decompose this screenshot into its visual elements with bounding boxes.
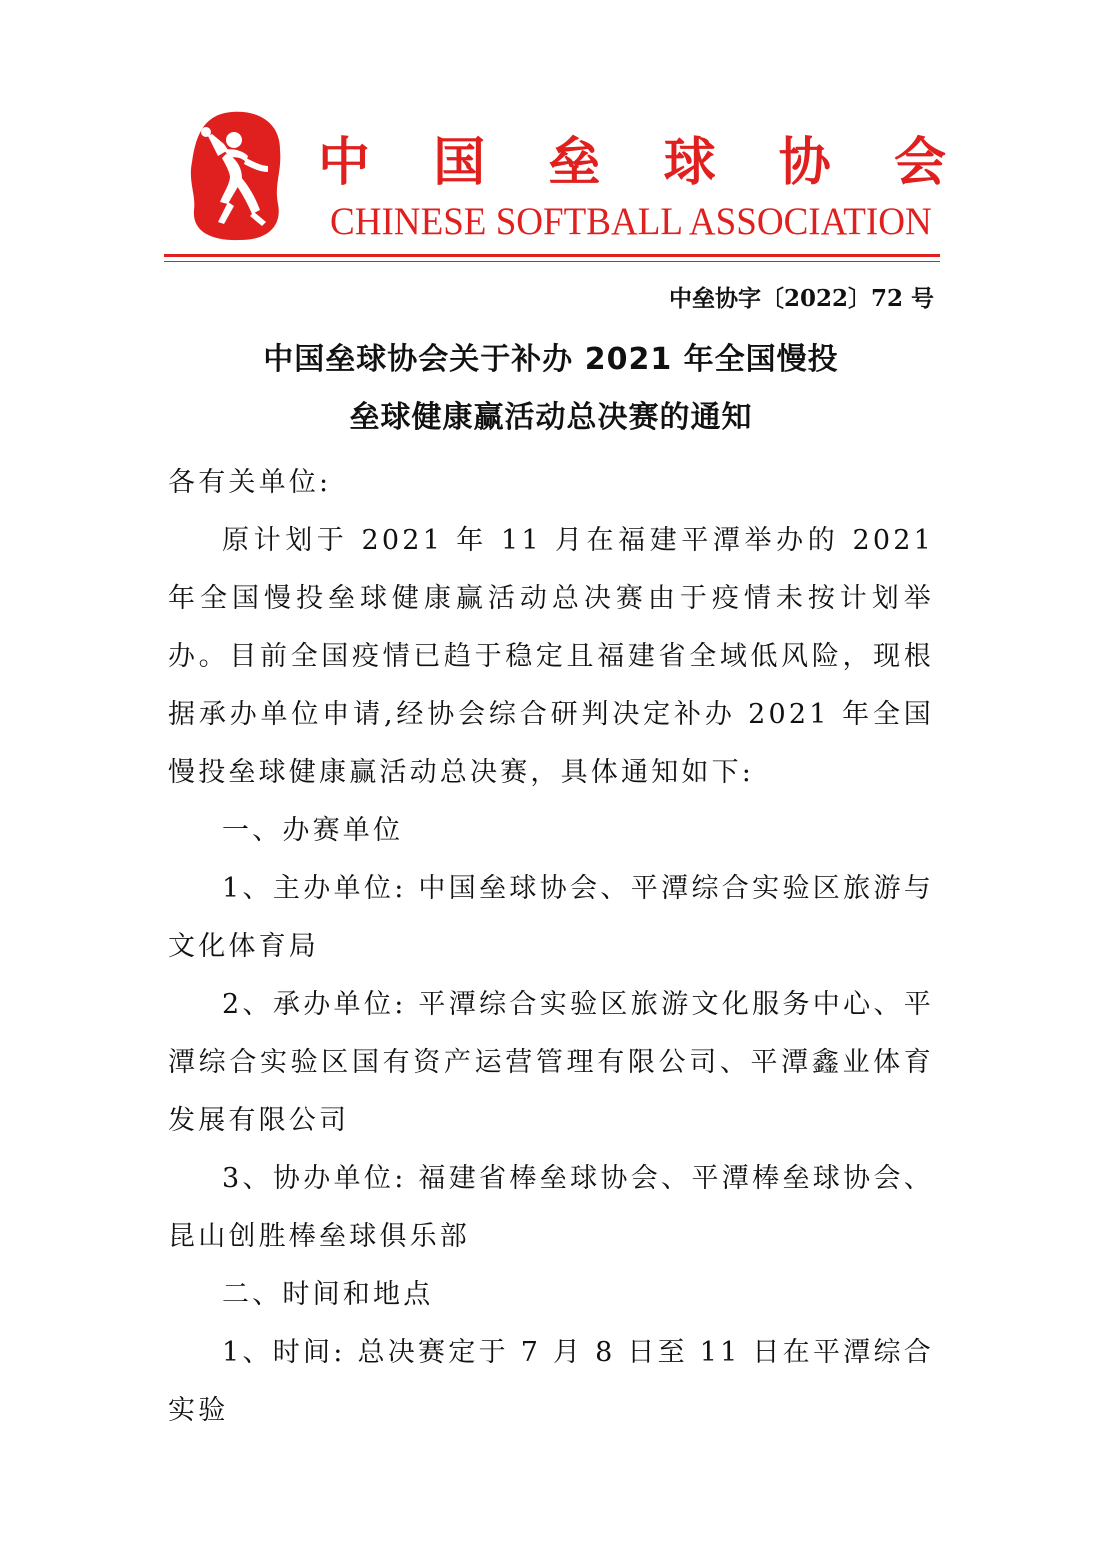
organizer-co-organizer: 3、协办单位: 福建省棒垒球协会、平潭棒垒球协会、昆山创胜棒垒球俱乐部 — [168, 1163, 934, 1252]
organization-name-english: CHINESE SOFTBALL ASSOCIATION — [330, 200, 932, 243]
section-heading-time-place: 二、时间和地点 — [222, 1279, 434, 1310]
salutation: 各有关单位: — [168, 467, 332, 498]
header-divider-thin — [164, 261, 940, 262]
section-heading-organizers: 一、办赛单位 — [222, 815, 404, 846]
document-body — [168, 454, 934, 1440]
document-title-line-1: 中国垒球协会关于补办 2021 年全国慢投 — [263, 342, 839, 377]
document-title-line-2: 垒球健康赢活动总决赛的通知 — [349, 400, 753, 435]
organizer-host: 1、主办单位: 中国垒球协会、平潭综合实验区旅游与文化体育局 — [168, 873, 934, 962]
document-number: 中垒协字〔2022〕72 号 — [668, 285, 934, 312]
intro-paragraph: 原计划于 2021 年 11 月在福建平潭举办的 2021 年全国慢投垒球健康赢活动总决赛由于疫情未按计划举办。目前全国疫情已趋于稳定且福建省全域低风险，现根据承办单位申请,经协会综合研判决定补办 2021 年全国慢投垒球健康赢活动总决赛，具体通知如下: — [168, 525, 934, 788]
org-name-char: 会 — [893, 133, 946, 193]
org-name-char: 球 — [663, 133, 716, 193]
softball-pitcher-icon — [188, 110, 282, 242]
org-name-char: 国 — [433, 133, 486, 193]
org-name-char: 垒 — [548, 133, 601, 193]
organizer-undertaker: 2、承办单位: 平潭综合实验区旅游文化服务中心、平潭综合实验区国有资产运营管理有限公司、平潭鑫业体育发展有限公司 — [168, 989, 934, 1136]
org-name-char: 协 — [778, 133, 831, 193]
org-name-char: 中 — [318, 133, 371, 193]
header-divider-thick — [164, 254, 940, 257]
organization-name-chinese — [318, 128, 946, 198]
event-time: 1、时间: 总决赛定于 7 月 8 日至 11 日在平潭综合实验 — [168, 1337, 934, 1426]
